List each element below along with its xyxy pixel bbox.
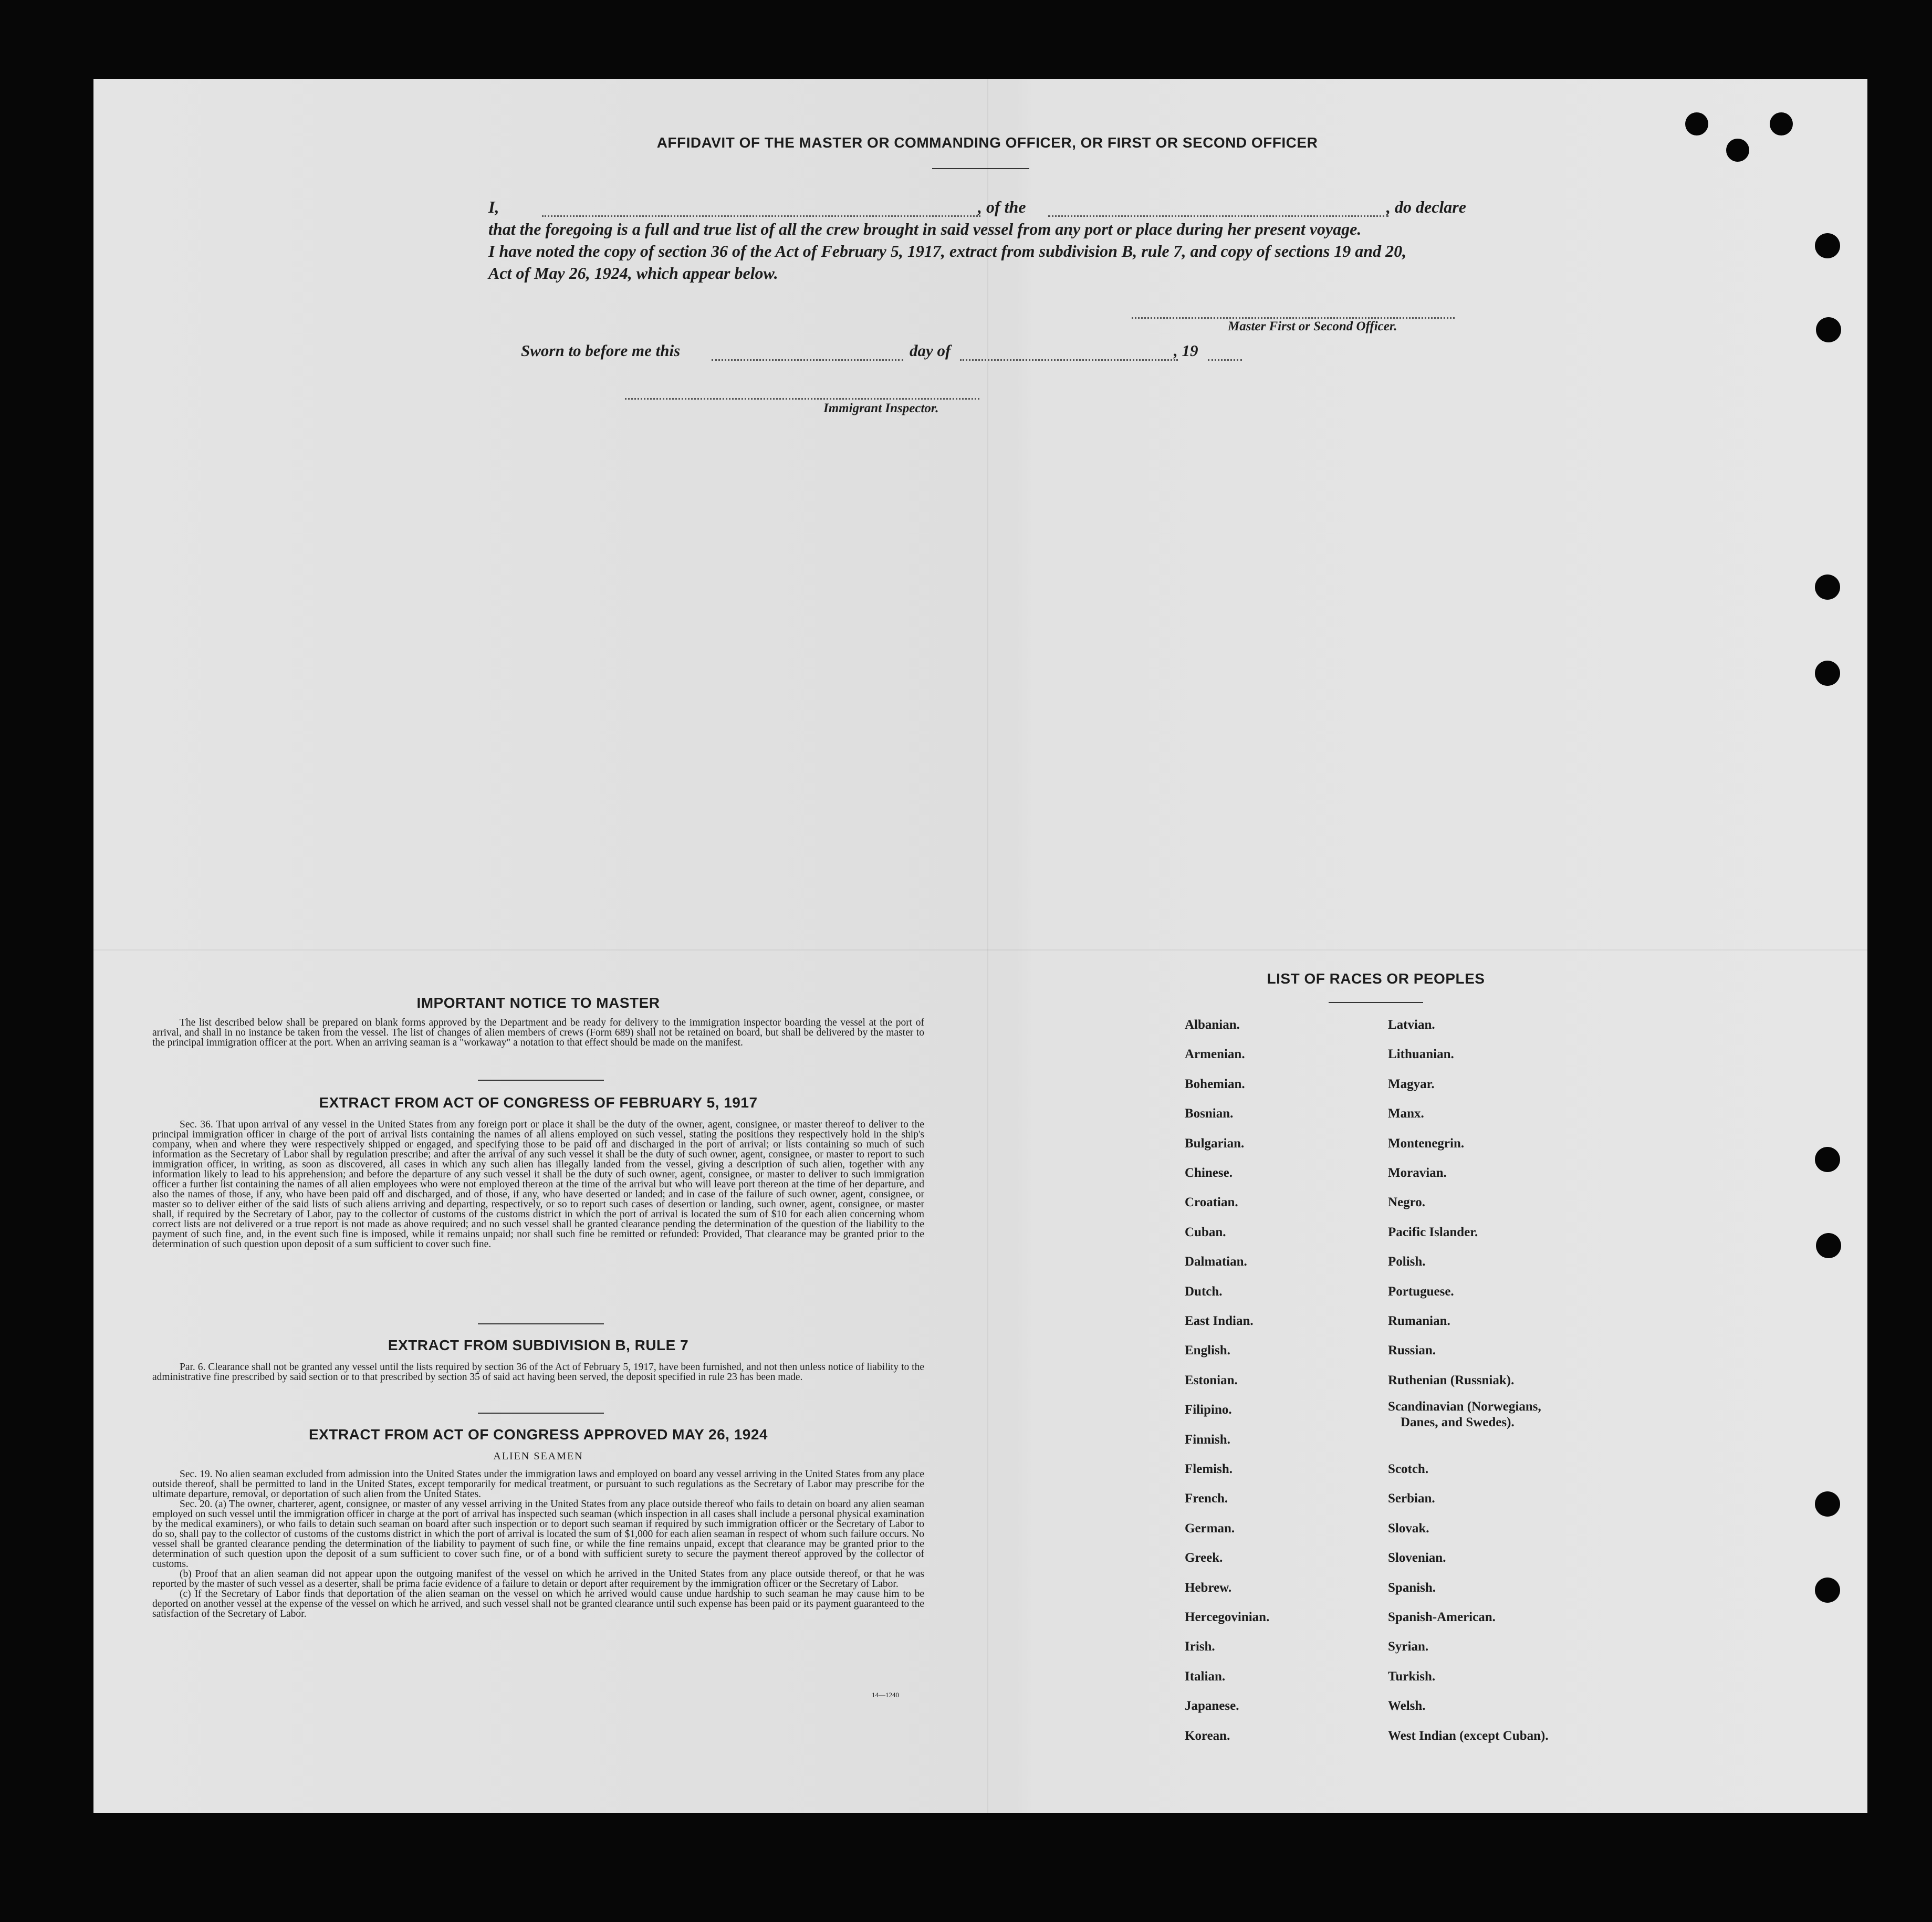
notice-body	[152, 1018, 924, 1048]
race-item: Serbian.	[1388, 1491, 1435, 1506]
race-item: English.	[1185, 1343, 1230, 1358]
rule-7-body	[152, 1362, 924, 1382]
race-item: Syrian.	[1388, 1639, 1429, 1654]
race-item: West Indian (except Cuban).	[1388, 1728, 1549, 1743]
race-item: Scotch.	[1388, 1462, 1429, 1476]
master-signature-line[interactable]	[1132, 317, 1455, 319]
punch-hole	[1770, 112, 1793, 135]
race-item: Irish.	[1185, 1639, 1215, 1654]
race-item: Portuguese.	[1388, 1284, 1454, 1299]
race-item: Bulgarian.	[1185, 1136, 1245, 1151]
declare-text: , do declare	[1386, 197, 1466, 216]
extract-1924-title: EXTRACT FROM ACT OF CONGRESS APPROVED MAY 26, 1924	[309, 1426, 768, 1443]
race-item: Ruthenian (Russniak).	[1388, 1373, 1515, 1387]
affidavit-line-3: I have noted the copy of section 36 of the Act of February 5, 1917, extract from subdivision B, rule 7, and copy of sections 19 and 20,	[488, 242, 1407, 260]
section-divider	[478, 1323, 604, 1324]
alien-seamen-subtitle: ALIEN SEAMEN	[493, 1450, 583, 1462]
punch-hole	[1815, 1491, 1840, 1517]
race-item: Finnish.	[1185, 1432, 1230, 1447]
race-item: Manx.	[1388, 1106, 1424, 1121]
race-item: Japanese.	[1185, 1699, 1239, 1714]
vessel-blank[interactable]	[1048, 215, 1388, 217]
sworn-day-blank[interactable]	[712, 359, 903, 361]
sec-20c-paragraph: (c) If the Secretary of Labor finds that deportation of the alien seaman on the vessel on which he arrived would cause undue hardship to such seaman he may cause him to be deported on another vessel at the expense of the vessel on which he arrived, and such vessel shall not be granted clearance until such expense has been paid or its payment guaranteed to the satisfaction of the Secretary of Labor.	[152, 1589, 924, 1620]
race-item: Montenegrin.	[1388, 1136, 1465, 1151]
punch-hole	[1815, 1578, 1840, 1603]
inspector-caption: Immigrant Inspector.	[823, 401, 939, 415]
race-item: Turkish.	[1388, 1669, 1436, 1684]
race-item: Slovenian.	[1388, 1551, 1446, 1565]
race-item: Bohemian.	[1185, 1077, 1245, 1091]
punch-hole	[1816, 317, 1841, 342]
race-item: French.	[1185, 1491, 1228, 1506]
race-item: Cuban.	[1185, 1225, 1226, 1239]
of-the-text: , of the	[978, 197, 1026, 216]
sec-20b-paragraph: (b) Proof that an alien seaman did not appear upon the outgoing manifest of the vessel on which he arrived in the United States from any place outside thereof, or that he was reported by the master of such vessel as a deserter, shall be prima facie evidence of a failure to detain or deport after requirement by the immigration officer or the Secretary of Labor.	[152, 1569, 924, 1590]
race-item: Welsh.	[1388, 1699, 1426, 1714]
race-item: Spanish.	[1388, 1580, 1436, 1595]
race-item: Pacific Islander.	[1388, 1225, 1478, 1239]
punch-hole	[1726, 139, 1749, 162]
race-item: Scandinavian (Norwegians,	[1388, 1399, 1541, 1414]
extract-1924-body	[152, 1469, 924, 1619]
race-item: Lithuanian.	[1388, 1047, 1454, 1062]
race-item: Hercegovinian.	[1185, 1610, 1270, 1624]
race-item: Latvian.	[1388, 1018, 1435, 1032]
vertical-fold	[987, 79, 988, 1813]
races-title: LIST OF RACES OR PEOPLES	[1267, 970, 1485, 987]
race-item: Chinese.	[1185, 1166, 1233, 1180]
sec-20a-paragraph: Sec. 20. (a) The owner, charterer, agent, consignee, or master of any vessel arriving in the United States from any place outside thereof who fails to detain on board any alien seaman employed on such vessel until the immigration officer in charge at the port of arrival has inspected such seaman (which inspection in all cases shall include a personal physical examination by the medical examiners), or who fails to detain such seaman on board after such inspection or to deport such seaman if required by such immigration officer or the Secretary of Labor to do so, shall pay to the collector of customs of the customs district in which the port of arrival is located the sum of $1,000 for each alien seaman in respect of whom such failure occurs. No vessel shall be granted clearance pending the determination of the liability to payment of such fine, or while the fine remains unpaid, except that clearance may be granted prior to the determination of such question upon the deposit of a sum sufficient to cover such fine, or of a bond with sufficient surety to secure the payment thereof approved by the collector of customs.	[152, 1499, 924, 1570]
inspector-signature-line[interactable]	[625, 398, 979, 400]
race-item: Filipino.	[1185, 1403, 1232, 1417]
race-item: Croatian.	[1185, 1195, 1238, 1210]
rule-7-title: EXTRACT FROM SUBDIVISION B, RULE 7	[388, 1337, 689, 1353]
race-item: Slovak.	[1388, 1521, 1429, 1535]
extract-1917-title: EXTRACT FROM ACT OF CONGRESS OF FEBRUARY 5, 1917	[319, 1094, 758, 1111]
race-item: Dalmatian.	[1185, 1255, 1247, 1269]
year-blank[interactable]	[1208, 359, 1242, 361]
races-title-underline	[1329, 1002, 1423, 1003]
race-item: Dutch.	[1185, 1284, 1223, 1299]
sworn-text: Sworn to before me this	[521, 341, 681, 360]
race-item: Armenian.	[1185, 1047, 1245, 1062]
punch-hole	[1685, 112, 1708, 135]
form-number: 14—1240	[872, 1691, 899, 1699]
name-blank[interactable]	[542, 215, 980, 217]
race-item: Polish.	[1388, 1255, 1426, 1269]
race-item: East Indian.	[1185, 1314, 1254, 1328]
punch-hole	[1815, 233, 1840, 258]
extract-1917-body	[152, 1120, 924, 1249]
race-item: Bosnian.	[1185, 1106, 1234, 1121]
race-item: Spanish-American.	[1388, 1610, 1496, 1624]
punch-hole	[1815, 661, 1840, 686]
punch-hole	[1815, 574, 1840, 600]
race-item-continuation: Danes, and Swedes).	[1401, 1415, 1515, 1430]
affidavit-i: I,	[488, 197, 499, 216]
race-item: Albanian.	[1185, 1018, 1240, 1032]
race-item: Italian.	[1185, 1669, 1226, 1684]
punch-hole	[1815, 1147, 1840, 1172]
master-caption: Master First or Second Officer.	[1228, 319, 1397, 333]
notice-title: IMPORTANT NOTICE TO MASTER	[416, 995, 660, 1011]
race-item: Korean.	[1185, 1728, 1230, 1743]
race-item: Negro.	[1388, 1195, 1426, 1210]
day-of-text: day of	[910, 341, 951, 360]
race-item: Flemish.	[1185, 1462, 1233, 1476]
sec-36-paragraph: Sec. 36. That upon arrival of any vessel in the United States from any foreign port or place it shall be the duty of the owner, agent, consignee, or master thereof to deliver to the principal immigration officer in charge of the port of arrival lists containing the names of all aliens employed on such vessel, stating the positions they respectively hold in the ship's company, when and where they were respectively shipped or engaged, and specifying those to be paid off and discharged in the port of arrival; or lists containing so much of such information as the Secretary of Labor shall by regulation prescribe; and after the arrival of any such vessel it shall be the duty of such owner, agent, consignee, or master to report to such immigration officer, in writing, as soon as discovered, all cases in which any such alien has illegally landed from the vessel, giving a description of such alien, together with any information likely to lead to his apprehension; and before the departure of any such vessel it shall be the duty of such owner, agent, consignee, or master to deliver to such immigration officer a further list containing the names of all alien employees who were not employed thereon at the time of the arrival but who will leave port thereon at the time of her departure, and also the names of those, if any, who have been paid off and discharged, and of those, if any, who have deserted or landed; and in case of the failure of such owner, agent, consignee, or master so to deliver either of the said lists of such aliens arriving and departing, respectively, or so to report such cases of desertion or landing, such owner, agent, consignee, or master shall, if required by the Secretary of Labor, pay to the collector of customs of the customs district in which the port of arrival is located the sum of $10 for each alien concerning whom correct lists are not delivered or a true report is not made as above required; and no such vessel shall be granted clearance pending the determination of the question of the liability to the payment of such fine, and, in the event such fine is imposed, while it remains unpaid; nor shall such fine be remitted or refunded: Provided, That clearance may be granted prior to the determination of such question upon deposit of a sum sufficient to cover such fine.	[152, 1119, 924, 1250]
affidavit-title: AFFIDAVIT OF THE MASTER OR COMMANDING OFFICER, OR FIRST OR SECOND OFFICER	[656, 134, 1318, 151]
horizontal-fold	[93, 949, 1867, 950]
notice-paragraph: The list described below shall be prepared on blank forms approved by the Department and be ready for delivery to the immigration inspector boarding the vessel at the port of arrival, and shall in no instance be taken from the vessel. The list of changes of alien members of crews (Form 689) shall not be retained on board, but shall be delivered by the master to the principal immigration officer at the port. When an arriving seaman is a "workaway" a notation to that effect should be made on the manifest.	[152, 1017, 924, 1048]
affidavit-line-4: Act of May 26, 1924, which appear below.	[488, 264, 778, 283]
race-item: German.	[1185, 1521, 1235, 1535]
race-item: Estonian.	[1185, 1373, 1238, 1387]
race-item: Hebrew.	[1185, 1580, 1232, 1595]
sworn-month-blank[interactable]	[960, 359, 1178, 361]
year-text: , 19	[1174, 341, 1198, 360]
race-item: Greek.	[1185, 1551, 1223, 1565]
race-item: Magyar.	[1388, 1077, 1435, 1091]
par-6-paragraph: Par. 6. Clearance shall not be granted any vessel until the lists required by section 36 of the Act of February 5, 1917, have been furnished, and not then unless notice of liability to the administrative fine prescribed by said section or to that prescribed by section 35 of said act having been served, the deposit specified in rule 23 has been made.	[152, 1362, 924, 1383]
race-item: Russian.	[1388, 1343, 1436, 1358]
race-item: Moravian.	[1388, 1166, 1447, 1180]
section-divider	[478, 1413, 604, 1414]
sec-19-paragraph: Sec. 19. No alien seaman excluded from admission into the United States under the immigration laws and employed on board any vessel arriving in the United States from any place outside thereof, shall be permitted to land in the United States, except temporarily for medical treatment, or pursuant to such regulations as the Secretary of Labor may prescribe for the ultimate departure, removal, or deportation of such alien from the United States.	[152, 1469, 924, 1500]
section-divider	[478, 1080, 604, 1081]
title-underline	[932, 168, 1029, 169]
affidavit-line-2: that the foregoing is a full and true list of all the crew brought in said vessel from any port or place during her present voyage.	[488, 220, 1362, 238]
punch-hole	[1816, 1233, 1841, 1258]
race-item: Rumanian.	[1388, 1314, 1450, 1328]
